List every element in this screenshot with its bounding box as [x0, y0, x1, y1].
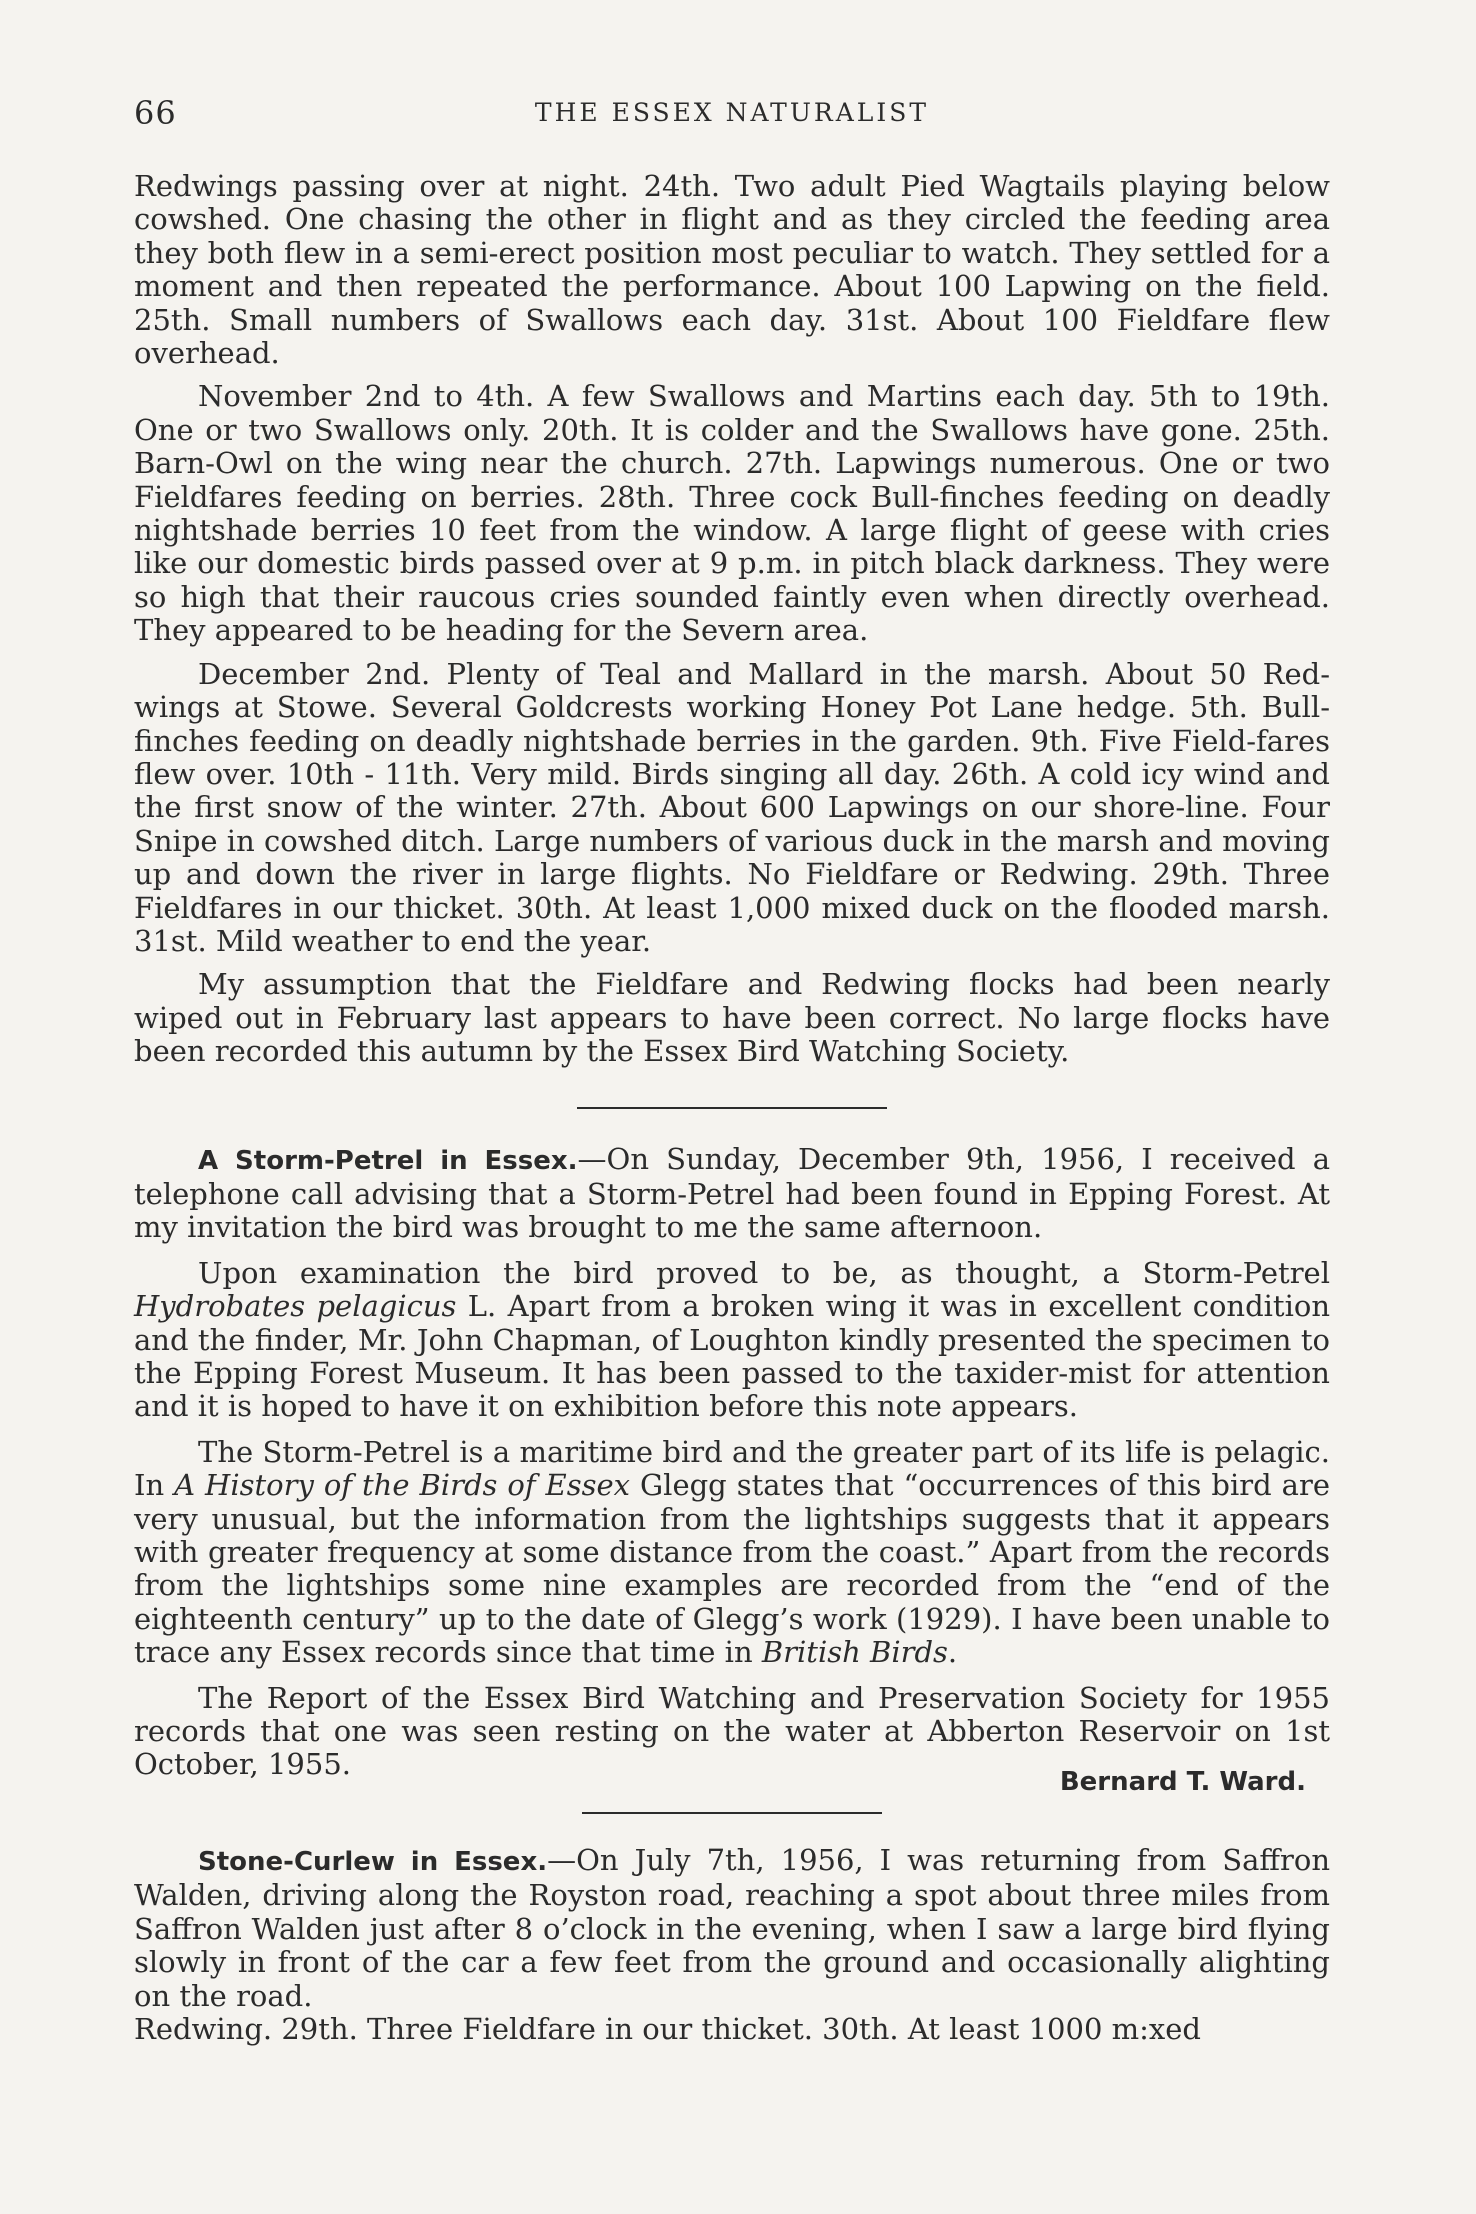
journal-title: British Birds	[761, 1635, 948, 1670]
storm-petrel-paragraph-4	[134, 1680, 1330, 1798]
diary-paragraph-november: November 2nd to 4th. A few Swallows and Martins each day. 5th to 19th. One or two Swallows only. 20th. It is colder and the Swallows have gone. 25th. Barn-Owl on the wing near the church. 27th. Lapwings numerous. One or two Fieldfares feeding on berries. 28th. Three cock Bull-finches feeding on deadly nightshade berries 10 feet from the window. A large flight of geese with cries like our domestic birds passed over at 9 p.m. in pitch black darkness. They were so high that their raucous cries sounded faintly even when directly overhead. They appeared to be heading for the Severn area.	[134, 379, 1330, 648]
author-signature: Bernard T. Ward.	[1059, 1767, 1306, 1798]
page-number: 66	[134, 94, 177, 132]
page-header	[134, 94, 1330, 140]
storm-petrel-text-2a: Upon examination the bird proved to be, as thought, a Storm-Petrel	[198, 1255, 1330, 1290]
storm-petrel-paragraph-2	[134, 1257, 1330, 1424]
storm-petrel-text-4: The Report of the Essex Bird Watching and Preservation Society for 1955 records that one was seen resting on the water at Abberton Reservoir on 1st October, 1955.	[134, 1680, 1330, 1782]
stone-curlew-text-1: —On July 7th, 1956, I was returning from Saffron Walden, driving along the Royston road, reaching a spot about three miles from Saffron Walden just after 8 o’clock in the evening, when I saw a large bird flying slowly in front of the car a few feet from the ground and occasionally alighting on the road.	[134, 1842, 1330, 2013]
storm-petrel-text-3b: Glegg states that “occurrences of this bird are very unusual, but the information from the lightships suggests that it appears with greater frequency at some distance from the coast.” Apart from the records from the lightships some nine examples are recorded from the “end of the eighteenth century” up to the date of Glegg’s work (1929). I have been unable to trace any Essex records since that time in	[134, 1468, 1330, 1670]
book-title: A History of the Birds of Essex	[174, 1468, 631, 1503]
storm-petrel-text-2b: L. Apart from a broken wing it was in excellent condition and the finder, Mr. John Chapman, of Loughton kindly presented the specimen to the Epping Forest Museum. It has been passed to the taxider-mist for attention and it is hoped to have it on exhibition before this note appears.	[134, 1289, 1330, 1424]
diary-paragraph-conclusion: My assumption that the Fieldfare and Redwing flocks had been nearly wiped out in February last appears to have been correct. No large flocks have been recorded this autumn by the Essex Bird Watching Society.	[134, 967, 1330, 1069]
section-divider	[582, 1812, 882, 1814]
storm-petrel-paragraph-1	[134, 1143, 1330, 1245]
species-name: Hydrobates pelagicus	[134, 1289, 457, 1324]
section-divider	[577, 1107, 887, 1109]
running-head: THE ESSEX NATURALIST	[534, 98, 930, 127]
storm-petrel-text-3c: .	[947, 1635, 958, 1670]
page	[134, 94, 1330, 2046]
diary-paragraph-december: December 2nd. Plenty of Teal and Mallard in the marsh. About 50 Red-wings at Stowe. Several Goldcrests working Honey Pot Lane hedge. 5th. Bull-finches feeding on deadly nightshade berries in the garden. 9th. Five Field-fares flew over. 10th - 11th. Very mild. Birds singing all day. 26th. A cold icy wind and the first snow of the winter. 27th. About 600 Lapwings on our shore-line. Four Snipe in cowshed ditch. Large numbers of various duck in the marsh and moving up and down the river in large flights. No Fieldfare or Redwing. 29th. Three Fieldfares in our thicket. 30th. At least 1,000 mixed duck on the flooded marsh. 31st. Mild weather to end the year.	[134, 656, 1330, 958]
note-title-storm-petrel: A Storm-Petrel in Essex.	[198, 1145, 578, 1176]
body-text	[134, 170, 1330, 2046]
storm-petrel-text-1: —On Sunday, December 9th, 1956, I received a telephone call advising that a Storm-Petrel had been found in Epping Forest. At my invitation the bird was brought to me the same afternoon.	[134, 1141, 1330, 1245]
storm-petrel-text-3a: The Storm-Petrel is a maritime bird and the greater part of its life is pelagic. In	[134, 1434, 1330, 1503]
diary-paragraph-october: Redwings passing over at night. 24th. Two adult Pied Wagtails playing below cowshed. One chasing the other in flight and as they circled the feeding area they both flew in a semi-erect position most peculiar to watch. They settled for a moment and then repeated the performance. About 100 Lapwing on the field. 25th. Small numbers of Swallows each day. 31st. About 100 Fieldfare flew overhead.	[134, 169, 1330, 371]
stone-curlew-paragraph-1	[134, 1844, 1330, 2013]
stray-line: Redwing. 29th. Three Fieldfare in our thicket. 30th. At least 1000 m:xed	[134, 2011, 1201, 2046]
note-title-stone-curlew: Stone-Curlew in Essex.	[198, 1846, 548, 1877]
storm-petrel-paragraph-3	[134, 1436, 1330, 1670]
